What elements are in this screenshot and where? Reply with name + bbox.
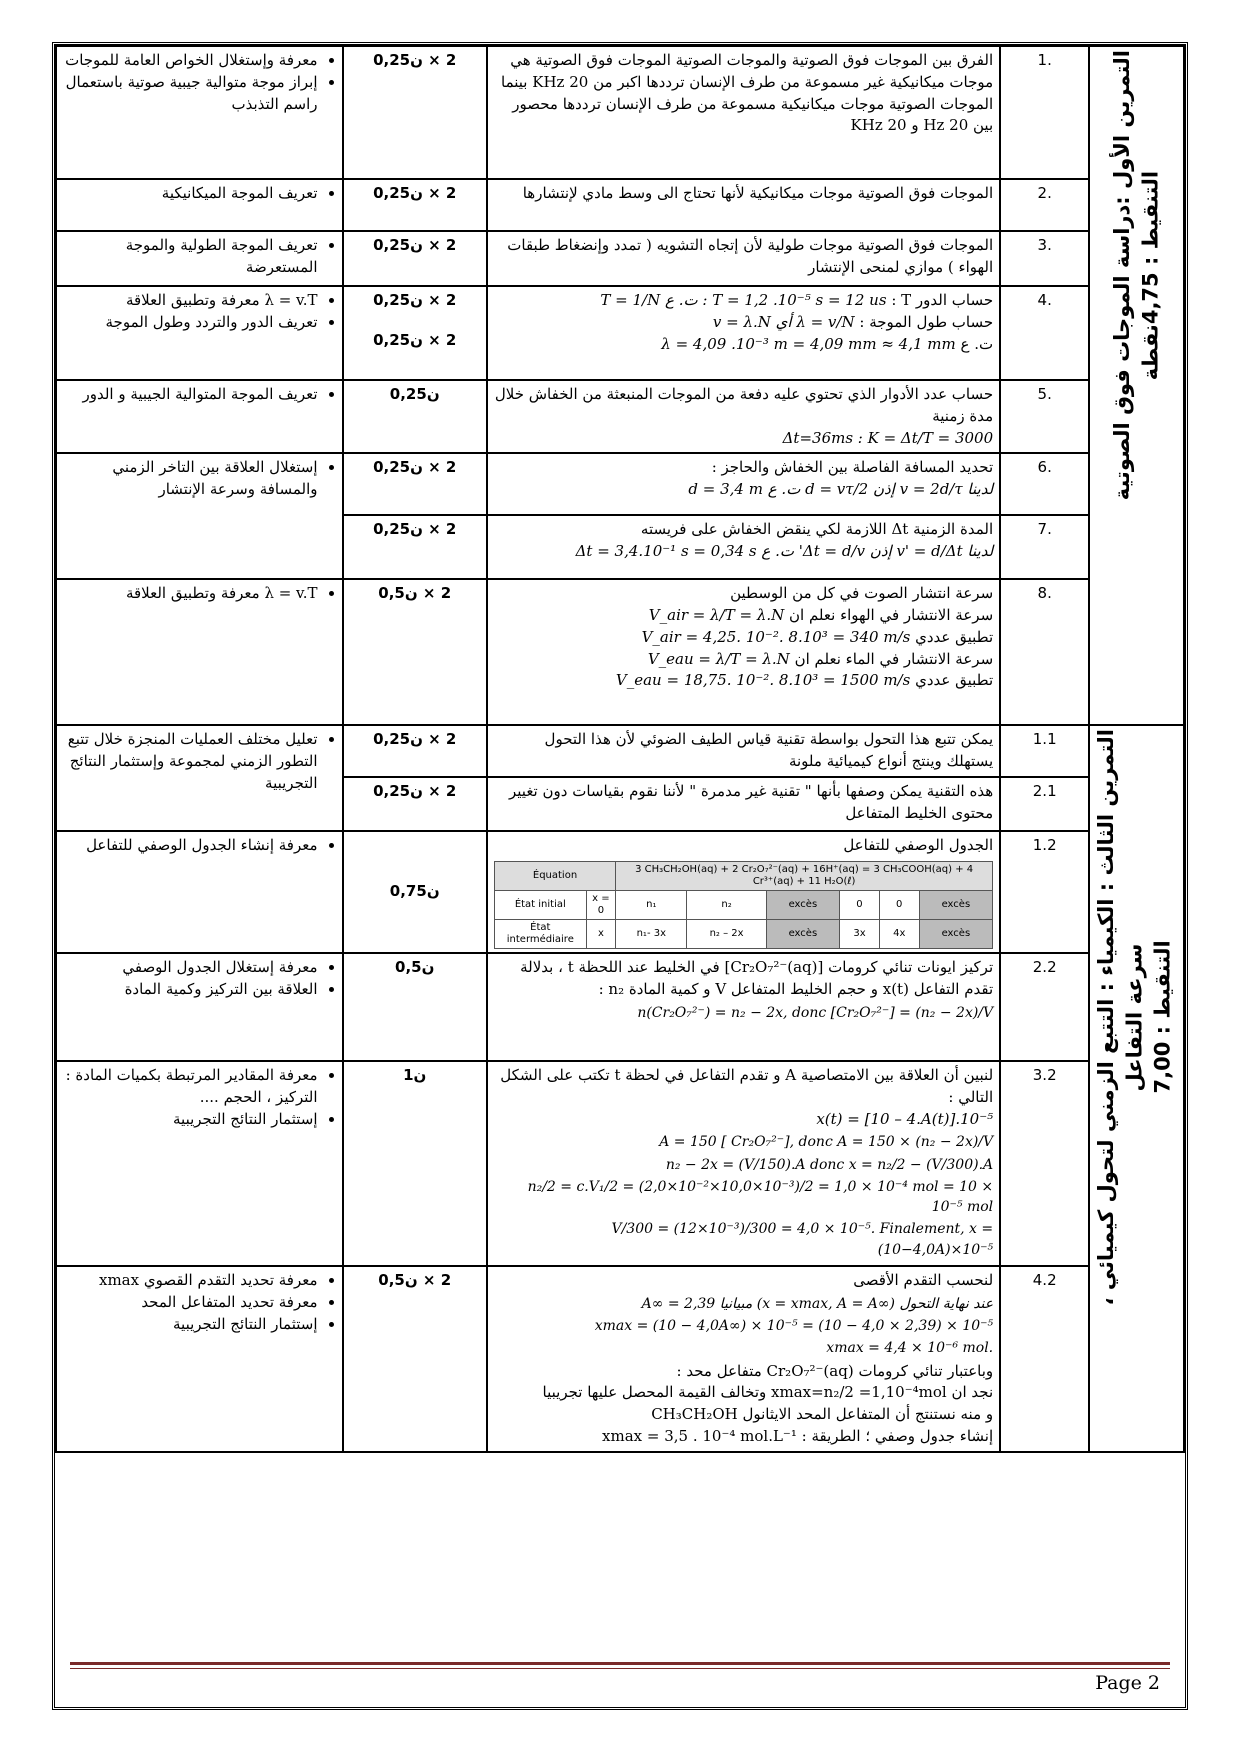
criteria-item: • معرفة تحديد المتفاعل المحد	[63, 1292, 318, 1314]
criteria-item: • إستغلال العلاقة بين التاخر الزمني والمسافة وسرعة الإنتشار	[63, 457, 318, 501]
table-cell: n₁	[616, 891, 687, 920]
table-row	[56, 286, 1184, 380]
mark-cell: 2 × ن0,25	[343, 725, 487, 777]
criteria-cell	[56, 725, 343, 831]
criteria-cell	[56, 831, 343, 953]
answer-cell	[487, 1061, 1000, 1266]
formula: xmax = (10 − 4,0A∞) × 10⁻⁵ = (10 − 4,0 × 2,39) × 10⁻⁵	[594, 1318, 994, 1335]
criteria-item: • تعريف الموجة الطولية والموجة المستعرضة	[63, 235, 318, 279]
mark-cell: 2 × ن0,25	[343, 515, 487, 579]
question-number: .6	[1000, 453, 1089, 515]
table-cell: excès	[766, 891, 839, 920]
table-row	[56, 1266, 1184, 1452]
answer-text: المدة الزمنية Δt اللازمة لكي ينقض الخفاش على فريسته	[640, 520, 994, 539]
answer-cell: هذه التقنية يمكن وصفها بأنها " تقنية غير مدمرة " لأننا نقوم بقياسات دون تغيير محتوى الخليط المتفاعل	[487, 777, 1000, 831]
formula: V_air = λ/T = λ.N	[648, 606, 785, 624]
question-number: 1.1	[1000, 725, 1089, 777]
mark-value: 2 × ن0,25	[373, 330, 457, 349]
mark-cell: 2 × ن0,25	[343, 453, 487, 515]
criteria-item: • معرفة إستغلال الجدول الوصفي	[63, 957, 318, 979]
exercise-1-label: التمرين الأول :دراسة الموجات فوق الصوتية التنقيط : 4,75نقطة	[1110, 50, 1163, 501]
answer-text: تطبيق عددي	[915, 671, 994, 690]
answer-text: حساب الدور T :	[891, 291, 994, 309]
question-number: 2.1	[1000, 777, 1089, 831]
mark-cell: ن1	[343, 1061, 487, 1266]
criteria-item: • إبراز موجة متوالية جيبية صوتية باستعمال راسم التذبذب	[63, 72, 318, 116]
criteria-item: • λ = v.T معرفة وتطبيق العلاقة	[63, 583, 318, 605]
question-number: 1.2	[1000, 831, 1089, 953]
table-cell: 4x	[879, 920, 919, 949]
table-cell: 0	[879, 891, 919, 920]
mark-cell: 2 × ن0,25	[343, 231, 487, 286]
answer-cell: الموجات فوق الصوتية موجات ميكانيكية لأنها تحتاج الى وسط مادي لإنتشارها	[487, 179, 1000, 231]
answer-text: إنشاء جدول وصفي ؛ الطريقة : xmax = 3,5 . 10⁻⁴ mol.L⁻¹	[602, 1426, 994, 1445]
mark-cell: ن0,75	[343, 831, 487, 953]
answer-text: نجد ان xmax=n₂/2 =1,10⁻⁴mol وتخالف القيمة المحصل عليها تجريبيا	[542, 1383, 994, 1402]
answer-text: وباعتبار تنائي كرومات Cr₂O₇²⁻(aq) متفاعل محد :	[676, 1361, 994, 1380]
mark-value: 2 × ن0,25	[373, 291, 457, 309]
formula: A∞ = 2,39 مبيانيا (x = xmax, A = A∞) عند نهاية التحول	[641, 1295, 994, 1312]
formula: T = 1/N ت. ع : T = 1,2 .10⁻⁵ s = 12 us	[600, 291, 887, 309]
table-header: Équation	[494, 862, 615, 891]
table-row	[56, 953, 1184, 1061]
table-cell: excès	[766, 920, 839, 949]
criteria-cell	[56, 453, 343, 579]
table-cell: x	[586, 920, 615, 949]
answer-cell	[487, 953, 1000, 1061]
formula: A = 150 [ Cr₂O₇²⁻], donc A = 150 × (n₂ − 2x)/V	[659, 1134, 994, 1151]
mark-cell: ن0,5	[343, 953, 487, 1061]
criteria-item: • العلاقة بين التركيز وكمية المادة	[63, 979, 318, 1001]
criteria-item: • معرفة المقادير المرتبطة بكميات المادة : التركيز ، الحجم ....	[63, 1065, 318, 1109]
table-row	[56, 725, 1184, 777]
mark-cell: ن0,25	[343, 380, 487, 453]
question-number: .5	[1000, 380, 1089, 453]
criteria-cell	[56, 380, 343, 453]
question-number: 4.2	[1000, 1266, 1089, 1452]
table-row	[56, 46, 1184, 179]
question-number: 3.2	[1000, 1061, 1089, 1266]
table-row	[56, 453, 1184, 515]
answer-text: ت. ع	[960, 334, 994, 353]
mark-cell: 2 × ن0,5	[343, 579, 487, 725]
answer-cell	[487, 515, 1000, 579]
criteria-cell	[56, 179, 343, 231]
question-number: .8	[1000, 579, 1089, 725]
question-number: .7	[1000, 515, 1089, 579]
answer-cell	[487, 831, 1000, 953]
criteria-item: • تعليل مختلف العمليات المنجزة خلال تتبع التطور الزمني لمجموعة وإستثمار النتائج التجريبية	[63, 729, 318, 794]
answer-text: سرعة انتشار الصوت في كل من الوسطين	[730, 584, 994, 603]
criteria-item: • تعريف الموجة المتوالية الجيبية و الدور	[63, 384, 318, 406]
mark-cell: 2 × ن0,5	[343, 1266, 487, 1452]
correction-table	[55, 45, 1185, 1453]
criteria-cell	[56, 231, 343, 286]
answer-text: سرعة الانتشار في الماء نعلم ان	[794, 649, 994, 668]
answer-text: لنحسب التقدم الأقصى	[853, 1271, 994, 1290]
answer-text: سرعة الانتشار في الهواء نعلم ان	[789, 606, 994, 624]
exercise-3-title	[1089, 725, 1184, 1451]
formula: Δt=36ms : K = Δt/T = 3000	[782, 428, 994, 447]
answer-cell	[487, 453, 1000, 515]
question-number: .3	[1000, 231, 1089, 286]
answer-text: تركيز ايونات تنائي كرومات [Cr₂O₇²⁻(aq)] في الخليط عند اللحظة t ، بدلالة تقدم التفاعل x(t) و حجم الخليط المتفاعل V و كمية المادة n₂ :	[520, 958, 994, 998]
criteria-cell	[56, 286, 343, 380]
criteria-item: • λ = v.T معرفة وتطبيق العلاقة	[63, 290, 318, 312]
criteria-cell	[56, 953, 343, 1061]
exercise-3-label: التمرين الثالث : الكيمياء : التتبع الزمني لتحول كيميائي ، سرعة التفاعل التنقيط : 7,00	[1093, 729, 1175, 1306]
criteria-item: • معرفة وإستغلال الخواص العامة للموجات	[63, 50, 318, 72]
answer-text: و منه نستنتج أن المتفاعل المحد الايثانول CH₃CH₂OH	[651, 1405, 994, 1424]
table-cell: excès	[919, 920, 993, 949]
formula: V/300 = (12×10⁻³)/300 = 4,0 × 10⁻⁵. Finalement, x = (10−4,0A)×10⁻⁵	[611, 1221, 994, 1258]
question-number: .4	[1000, 286, 1089, 380]
answer-cell	[487, 579, 1000, 725]
formula: لدينا v = 2d/τ إذن d = vτ/2 ت. ع d = 3,4 m	[688, 480, 994, 498]
mark-cell: 2 × ن0,25	[343, 777, 487, 831]
table-cell: n₂ – 2x	[687, 920, 766, 949]
criteria-item: • معرفة إنشاء الجدول الوصفي للتفاعل	[63, 835, 318, 857]
answer-cell: يمكن تتبع هذا التحول بواسطة تقنية قياس الطيف الضوئي لأن هذا التحول يستهلك وينتج أنواع كيميائية ملونة	[487, 725, 1000, 777]
formula: V_eau = 18,75. 10⁻². 8.10³ = 1500 m/s	[615, 671, 911, 690]
table-cell: x = 0	[586, 891, 615, 920]
formula: لدينا v' = d/Δt إذن Δt = d/v' ت. ع Δt = 3,4.10⁻¹ s = 0,34 s	[575, 542, 994, 560]
table-row	[56, 831, 1184, 953]
table-row	[56, 231, 1184, 286]
formula: V_eau = λ/T = λ.N	[647, 649, 790, 668]
answer-text: لنبين أن العلاقة بين الامتصاصية A و تقدم التفاعل في لحظة t تكتب على الشكل التالي :	[500, 1066, 994, 1106]
mark-cell: 2 × ن0,25	[343, 179, 487, 231]
criteria-item: • تعريف الموجة الميكانيكية	[63, 183, 318, 205]
formula: n₂ − 2x = (V/150).A donc x = n₂/2 − (V/300).A	[665, 1156, 994, 1173]
question-number: .2	[1000, 179, 1089, 231]
answer-text: تحديد المسافة الفاصلة بين الخفاش والحاجز :	[711, 458, 994, 477]
formula: V_air = 4,25. 10⁻². 8.10³ = 340 m/s	[641, 627, 911, 646]
criteria-item: • معرفة تحديد التقدم القصوي xmax	[63, 1270, 318, 1292]
formula: n(Cr₂O₇²⁻) = n₂ − 2x, donc [Cr₂O₇²⁻] = (n₂ − 2x)/V	[637, 1004, 994, 1021]
answer-text: الجدول الوصفي للتفاعل	[843, 836, 994, 855]
table-cell: n₁- 3x	[616, 920, 687, 949]
formula: v = λ.N أي λ = v/N	[712, 312, 855, 331]
reaction-equation: 3 CH₃CH₂OH(aq) + 2 Cr₂O₇²⁻(aq) + 16H⁺(aq) = 3 CH₃COOH(aq) + 4 Cr³⁺(aq) + 11 H₂O(ℓ)	[616, 862, 993, 891]
answer-cell: الفرق بين الموجات فوق الصوتية والموجات الصوتية الموجات فوق الصوتية هي موجات ميكانيكية غير مسموعة من طرف الإنسان ترددها اكبر من 20 KHz بينما الموجات الصوتية موجات ميكانيكية مسموعة من طرف الإنسان ترددها محصور بين 20 Hz و 20 KHz	[487, 46, 1000, 179]
page-number: Page 2	[1095, 1672, 1160, 1694]
table-cell: 0	[840, 891, 880, 920]
table-row	[56, 579, 1184, 725]
footer-rule	[70, 1662, 1170, 1665]
mark-cell: 2 × ن0,25	[343, 46, 487, 179]
table-row	[56, 380, 1184, 453]
mark-cell	[343, 286, 487, 380]
footer-rule-thin	[70, 1668, 1170, 1669]
table-row	[56, 179, 1184, 231]
criteria-item: • إستثمار النتائج التجريبية	[63, 1109, 318, 1131]
criteria-cell	[56, 46, 343, 179]
formula: xmax = 4,4 × 10⁻⁶ mol.	[826, 1340, 994, 1357]
criteria-cell	[56, 1266, 343, 1452]
criteria-cell	[56, 579, 343, 725]
answer-cell	[487, 286, 1000, 380]
formula: x(t) = [10 – 4.A(t)].10⁻⁵	[816, 1109, 994, 1128]
answer-cell: الموجات فوق الصوتية موجات طولية لأن إتجاه التشويه ( تمدد وإنضغاط طبقات الهواء ) موازي لمنحى الإنتشار	[487, 231, 1000, 286]
formula: n₂/2 = c.V₁/2 = (2,0×10⁻²×10,0×10⁻³)/2 = 1,0 × 10⁻⁴ mol = 10 × 10⁻⁵ mol	[527, 1178, 994, 1216]
criteria-cell	[56, 1061, 343, 1266]
answer-text: حساب عدد الأدوار الذي تحتوي عليه دفعة من الموجات المنبعثة من الخفاش خلال مدة زمنية	[494, 385, 994, 425]
answer-cell	[487, 1266, 1000, 1452]
table-cell: n₂	[687, 891, 766, 920]
answer-text: تطبيق عددي	[915, 627, 994, 646]
table-cell: État initial	[494, 891, 586, 920]
formula: λ = 4,09 .10⁻³ m = 4,09 mm ≈ 4,1 mm	[661, 334, 956, 353]
table-cell: État intermédiaire	[494, 920, 586, 949]
criteria-item: • إستثمار النتائج التجريبية	[63, 1314, 318, 1336]
progress-table	[494, 861, 993, 949]
table-cell: 3x	[840, 920, 880, 949]
exercise-1-title	[1089, 46, 1184, 725]
question-number: 2.2	[1000, 953, 1089, 1061]
table-row	[56, 1061, 1184, 1266]
question-number: .1	[1000, 46, 1089, 179]
answer-cell	[487, 380, 1000, 453]
table-cell: excès	[919, 891, 993, 920]
answer-text: حساب طول الموجة :	[859, 312, 994, 331]
criteria-item: • تعريف الدور والتردد وطول الموجة	[63, 312, 318, 334]
